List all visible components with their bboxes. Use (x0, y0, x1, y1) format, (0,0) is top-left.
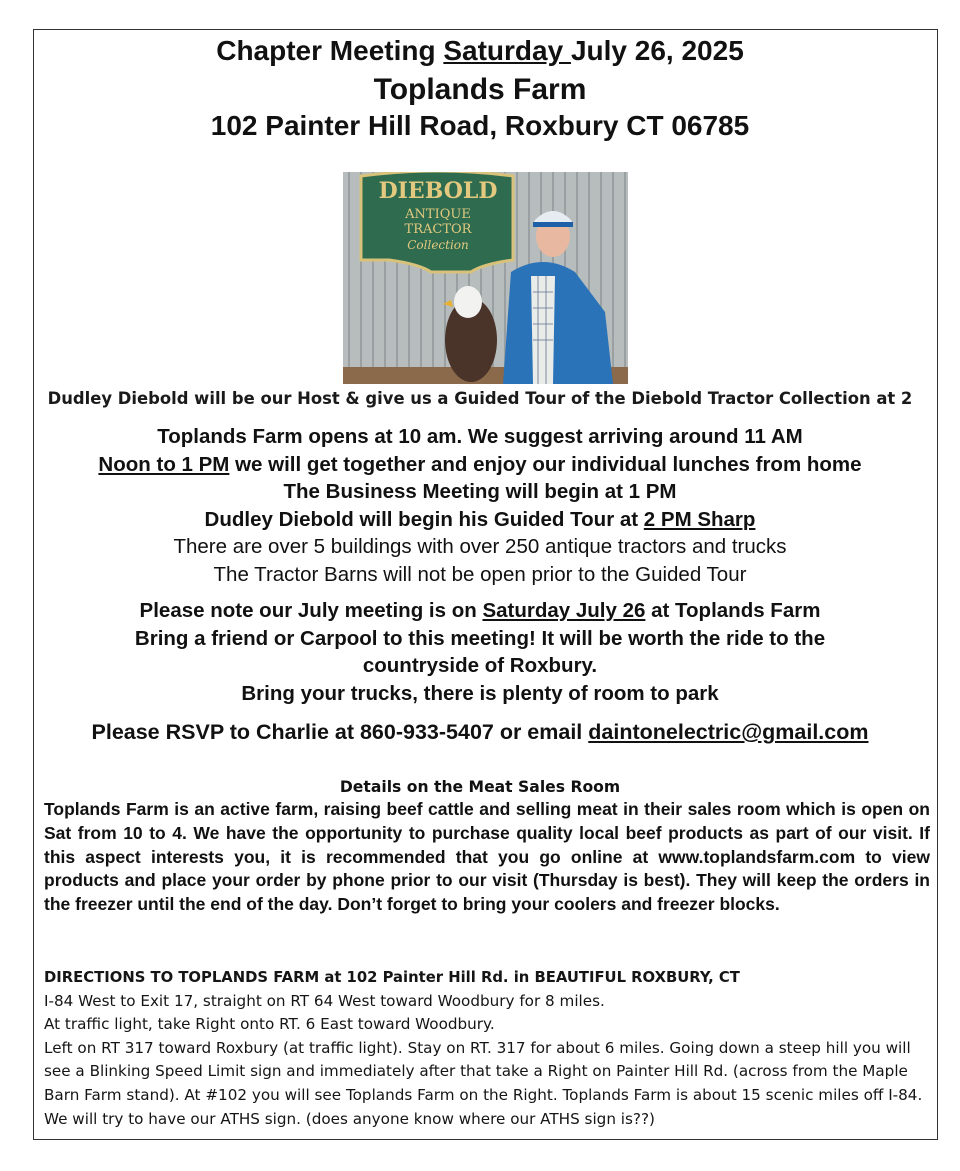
sign-diebold: DIEBOLD (378, 178, 498, 204)
schedule-lunch (0, 451, 960, 479)
sign-collection: Collection (407, 238, 469, 252)
heading-day: Saturday (443, 35, 571, 66)
host-photo-graphic (343, 172, 628, 384)
notice-countryside: countryside of Roxbury. (362, 654, 598, 678)
directions-step-1: I-84 West to Exit 17, straight on RT 64 West toward Woodbury for 8 miles. (44, 991, 605, 1010)
heading-prefix: Chapter Meeting (216, 35, 444, 66)
venue-address: 102 Painter Hill Road, Roxbury CT 06785 (210, 110, 750, 141)
notice-prefix: Please note our July meeting is on (139, 599, 483, 622)
directions-step-2: At traffic light, take Right onto RT. 6 East toward Woodbury. (44, 1015, 495, 1034)
rsvp-email-link[interactable]: daintonelectric@gmail.com (588, 720, 869, 744)
notice-carpool: Bring a friend or Carpool to this meeting! It will be worth the ride to the (134, 626, 826, 650)
tour-time: 2 PM Sharp (643, 507, 756, 531)
host-photo (343, 172, 628, 384)
schedule-opens: Toplands Farm opens at 10 am. We suggest arriving around 11 AM (157, 425, 803, 448)
notice-date (0, 597, 960, 625)
rsvp-line (0, 718, 960, 746)
heading-date: July 26, 2025 (570, 35, 744, 66)
directions-title: DIRECTIONS TO TOPLANDS FARM at 102 Painter Hill Rd. in BEAUTIFUL ROXBURY, CT (44, 969, 740, 986)
rsvp-text: Please RSVP to Charlie at 860-933-5407 or email (91, 720, 589, 744)
notice-suffix: at Toplands Farm (645, 599, 821, 622)
venue-name: Toplands Farm (373, 73, 587, 106)
notice-day: Saturday July 26 (482, 599, 646, 622)
lunch-time: Noon to 1 PM (98, 452, 230, 476)
host-caption: Dudley Diebold will be our Host & give us a Guided Tour of the Diebold Tractor Collection at 2 (47, 389, 913, 408)
meeting-date-heading (0, 34, 960, 68)
sign-antique: ANTIQUE (405, 207, 471, 222)
schedule-buildings: There are over 5 buildings with over 250 antique tractors and trucks (173, 535, 787, 559)
schedule-block (0, 423, 960, 589)
sign-tractor: TRACTOR (404, 222, 472, 237)
lunch-text: we will get together and enjoy our individual lunches from home (229, 452, 862, 476)
schedule-tour (0, 506, 960, 534)
tour-text: Dudley Diebold will begin his Guided Tour at (204, 507, 644, 531)
notice-block (0, 597, 960, 707)
meat-title: Details on the Meat Sales Room (339, 778, 621, 796)
directions-block (44, 966, 934, 1131)
schedule-barns: The Tractor Barns will not be open prior to the Guided Tour (213, 562, 747, 586)
notice-trucks: Bring your trucks, there is plenty of room to park (241, 681, 719, 705)
meat-body: Toplands Farm is an active farm, raising beef cattle and selling meat in their sales room which is open on Sat from 10 to 4. We have the opportunity to purchase quality local beef products as part of our visit. If this aspect interests you, it is recommended that you go online at www.toplandsfarm.com to view products and place your order by phone prior to our visit (Thursday is best). They will keep the orders in the freezer until the end of the day. Don’t forget to bring your coolers and freezer blocks. (44, 799, 930, 915)
schedule-meeting: The Business Meeting will begin at 1 PM (283, 480, 677, 504)
directions-step-3: Left on RT 317 toward Roxbury (at traffic light). Stay on RT. 317 for about 6 miles. Going down a steep hill you will see a Blinking Speed Limit sign and immediately after that take a Right on Painter Hill Rd. (across from the Maple Barn Farm stand). At #102 you will see Toplands Farm on the Right. Toplands Farm is about 15 scenic miles off I-84. We will try to have our ATHS sign. (does anyone know where our ATHS sign is??) (44, 1038, 923, 1128)
